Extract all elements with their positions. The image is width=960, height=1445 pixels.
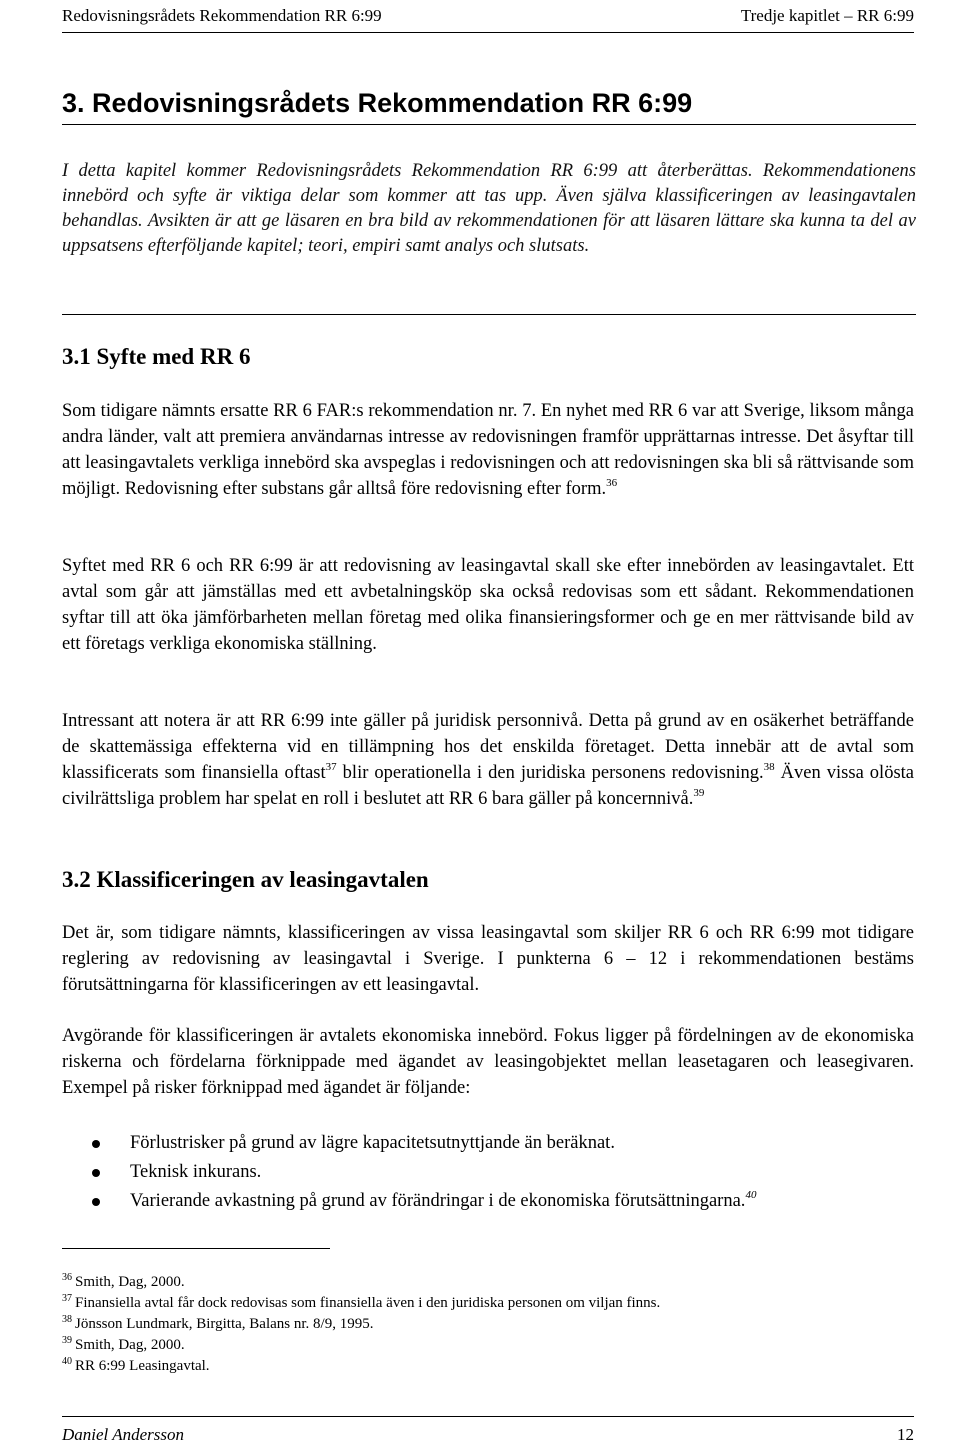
list-item-text: Varierande avkastning på grund av förändringar i de ekonomiska förutsättningarna. xyxy=(130,1191,746,1211)
footnote-divider xyxy=(62,1248,330,1249)
paragraph: Syftet med RR 6 och RR 6:99 är att redovisning av leasingavtal skall ske efter innebörden av leasingavtalet. Ett avtal som går att jämställas med ett avbetalningsköp ska också redovisas som ett sådant. Rekommendationen syftar till att öka jämförbarheten mellan företag med olika finansieringsformer och ge en mer rättvisande bild av ett företags verkliga ekonomiska ställning. xyxy=(62,556,914,654)
footnote xyxy=(62,1356,660,1377)
footnote xyxy=(62,1293,660,1314)
paragraph xyxy=(62,398,914,502)
bullet-icon xyxy=(92,1169,100,1177)
footnote xyxy=(62,1335,660,1356)
list-item-text: Förlustrisker på grund av lägre kapacitetsutnyttjande än beräknat. xyxy=(130,1133,615,1153)
paragraph-text: Även vissa olösta civilrättsliga problem har spelat en roll i beslutet att RR 6 bara gäller på koncernnivå. xyxy=(62,763,914,809)
bullet-icon xyxy=(92,1140,100,1148)
footnote-text: RR 6:99 Leasingavtal. xyxy=(75,1358,210,1374)
bullet-icon xyxy=(92,1198,100,1206)
list-item xyxy=(92,1158,922,1187)
footnote-number: 40 xyxy=(62,1356,72,1367)
footnote-number: 38 xyxy=(62,1314,72,1325)
footnote xyxy=(62,1314,660,1335)
footnote-ref: 37 xyxy=(325,761,337,773)
section-heading-3-2: 3.2 Klassificeringen av leasingavtalen xyxy=(62,867,429,892)
intro-divider xyxy=(62,314,916,315)
paragraph-text: blir operationella i den juridiska personens redovisning. xyxy=(336,763,764,783)
paragraph: Avgörande för klassificeringen är avtalets ekonomiska innebörd. Fokus ligger på fördelningen av de ekonomiska riskerna och fördelarna förknippade med ägandet av leasingobjektet mellan leasetagaren och leasegivaren. Exempel på risker förknippad med ägandet är följande: xyxy=(62,1026,914,1098)
section-heading-3-1: 3.1 Syfte med RR 6 xyxy=(62,344,251,369)
footnote-ref: 39 xyxy=(693,787,705,799)
footnote-ref: 40 xyxy=(745,1189,757,1201)
list-item xyxy=(92,1187,922,1216)
paragraph-text: Intressant att notera är att RR 6:99 inte gäller på juridisk personnivå. Detta på grund av en osäkerhet beträffande de skattemässiga effekterna vid en tillämpning hos det enskilda företaget. Detta innebär att de avtal som klassificerats som finansiella oftast xyxy=(62,711,914,783)
page-footer xyxy=(62,1416,914,1445)
risk-bullet-list xyxy=(92,1129,922,1216)
list-item xyxy=(92,1129,922,1158)
footnote-text: Jönsson Lundmark, Birgitta, Balans nr. 8/9, 1995. xyxy=(75,1316,374,1332)
paragraph: Det är, som tidigare nämnts, klassificeringen av vissa leasingavtal som skiljer RR 6 och RR 6:99 mot tidigare reglering av redovisning av leasingavtal i Sverige. I punkterna 6 – 12 i rekommendationen bestäms förutsättningarna för klassificeringen av ett leasingavtal. xyxy=(62,923,914,995)
footnote-ref: 36 xyxy=(606,477,618,489)
footnotes xyxy=(62,1272,660,1377)
title-divider xyxy=(62,124,916,125)
chapter-title: 3. Redovisningsrådets Rekommendation RR 6:99 xyxy=(62,88,693,118)
footnote-number: 39 xyxy=(62,1335,72,1346)
list-item-text: Teknisk inkurans. xyxy=(130,1162,262,1182)
paragraph xyxy=(62,708,914,812)
header-left-text: Redovisningsrådets Rekommendation RR 6:99 xyxy=(62,6,382,25)
footnote-number: 37 xyxy=(62,1293,72,1304)
running-header xyxy=(62,6,914,33)
footnote-number: 36 xyxy=(62,1272,72,1283)
footer-author: Daniel Andersson xyxy=(62,1425,184,1444)
footnote-text: Finansiella avtal får dock redovisas som finansiella även i den juridiska personen om viljan finns. xyxy=(75,1295,661,1311)
paragraph-text: Som tidigare nämnts ersatte RR 6 FAR:s rekommendation nr. 7. En nyhet med RR 6 var att Sverige, liksom många andra länder, valt att premiera användarnas intresse av redovisningen framför upprättarnas intresse. Det åsyftar till att leasingavtalets verkliga innebörd ska avspeglas i redovisningen och att redovisningen ska bli så rättvisande som möjligt. Redovisning efter substans går alltså före redovisning efter form. xyxy=(62,401,914,499)
page-number: 12 xyxy=(897,1425,914,1444)
footnote xyxy=(62,1272,660,1293)
footnote-ref: 38 xyxy=(763,761,775,773)
footnote-text: Smith, Dag, 2000. xyxy=(75,1274,185,1290)
chapter-intro: I detta kapitel kommer Redovisningsrådets Rekommendation RR 6:99 att återberättas. Rekommendationens innebörd och syfte är viktiga delar som kommer att tas upp. Även själva klassificeringen av leasingavtalen behandlas. Avsikten är att ge läsaren en bra bild av rekommendationen för att läsaren lättare ska kunna ta del av uppsatsens efterföljande kapitel; teori, empiri samt analys och slutsats. xyxy=(62,161,916,256)
header-right-text: Tredje kapitlet – RR 6:99 xyxy=(740,6,914,25)
footnote-text: Smith, Dag, 2000. xyxy=(75,1337,185,1353)
